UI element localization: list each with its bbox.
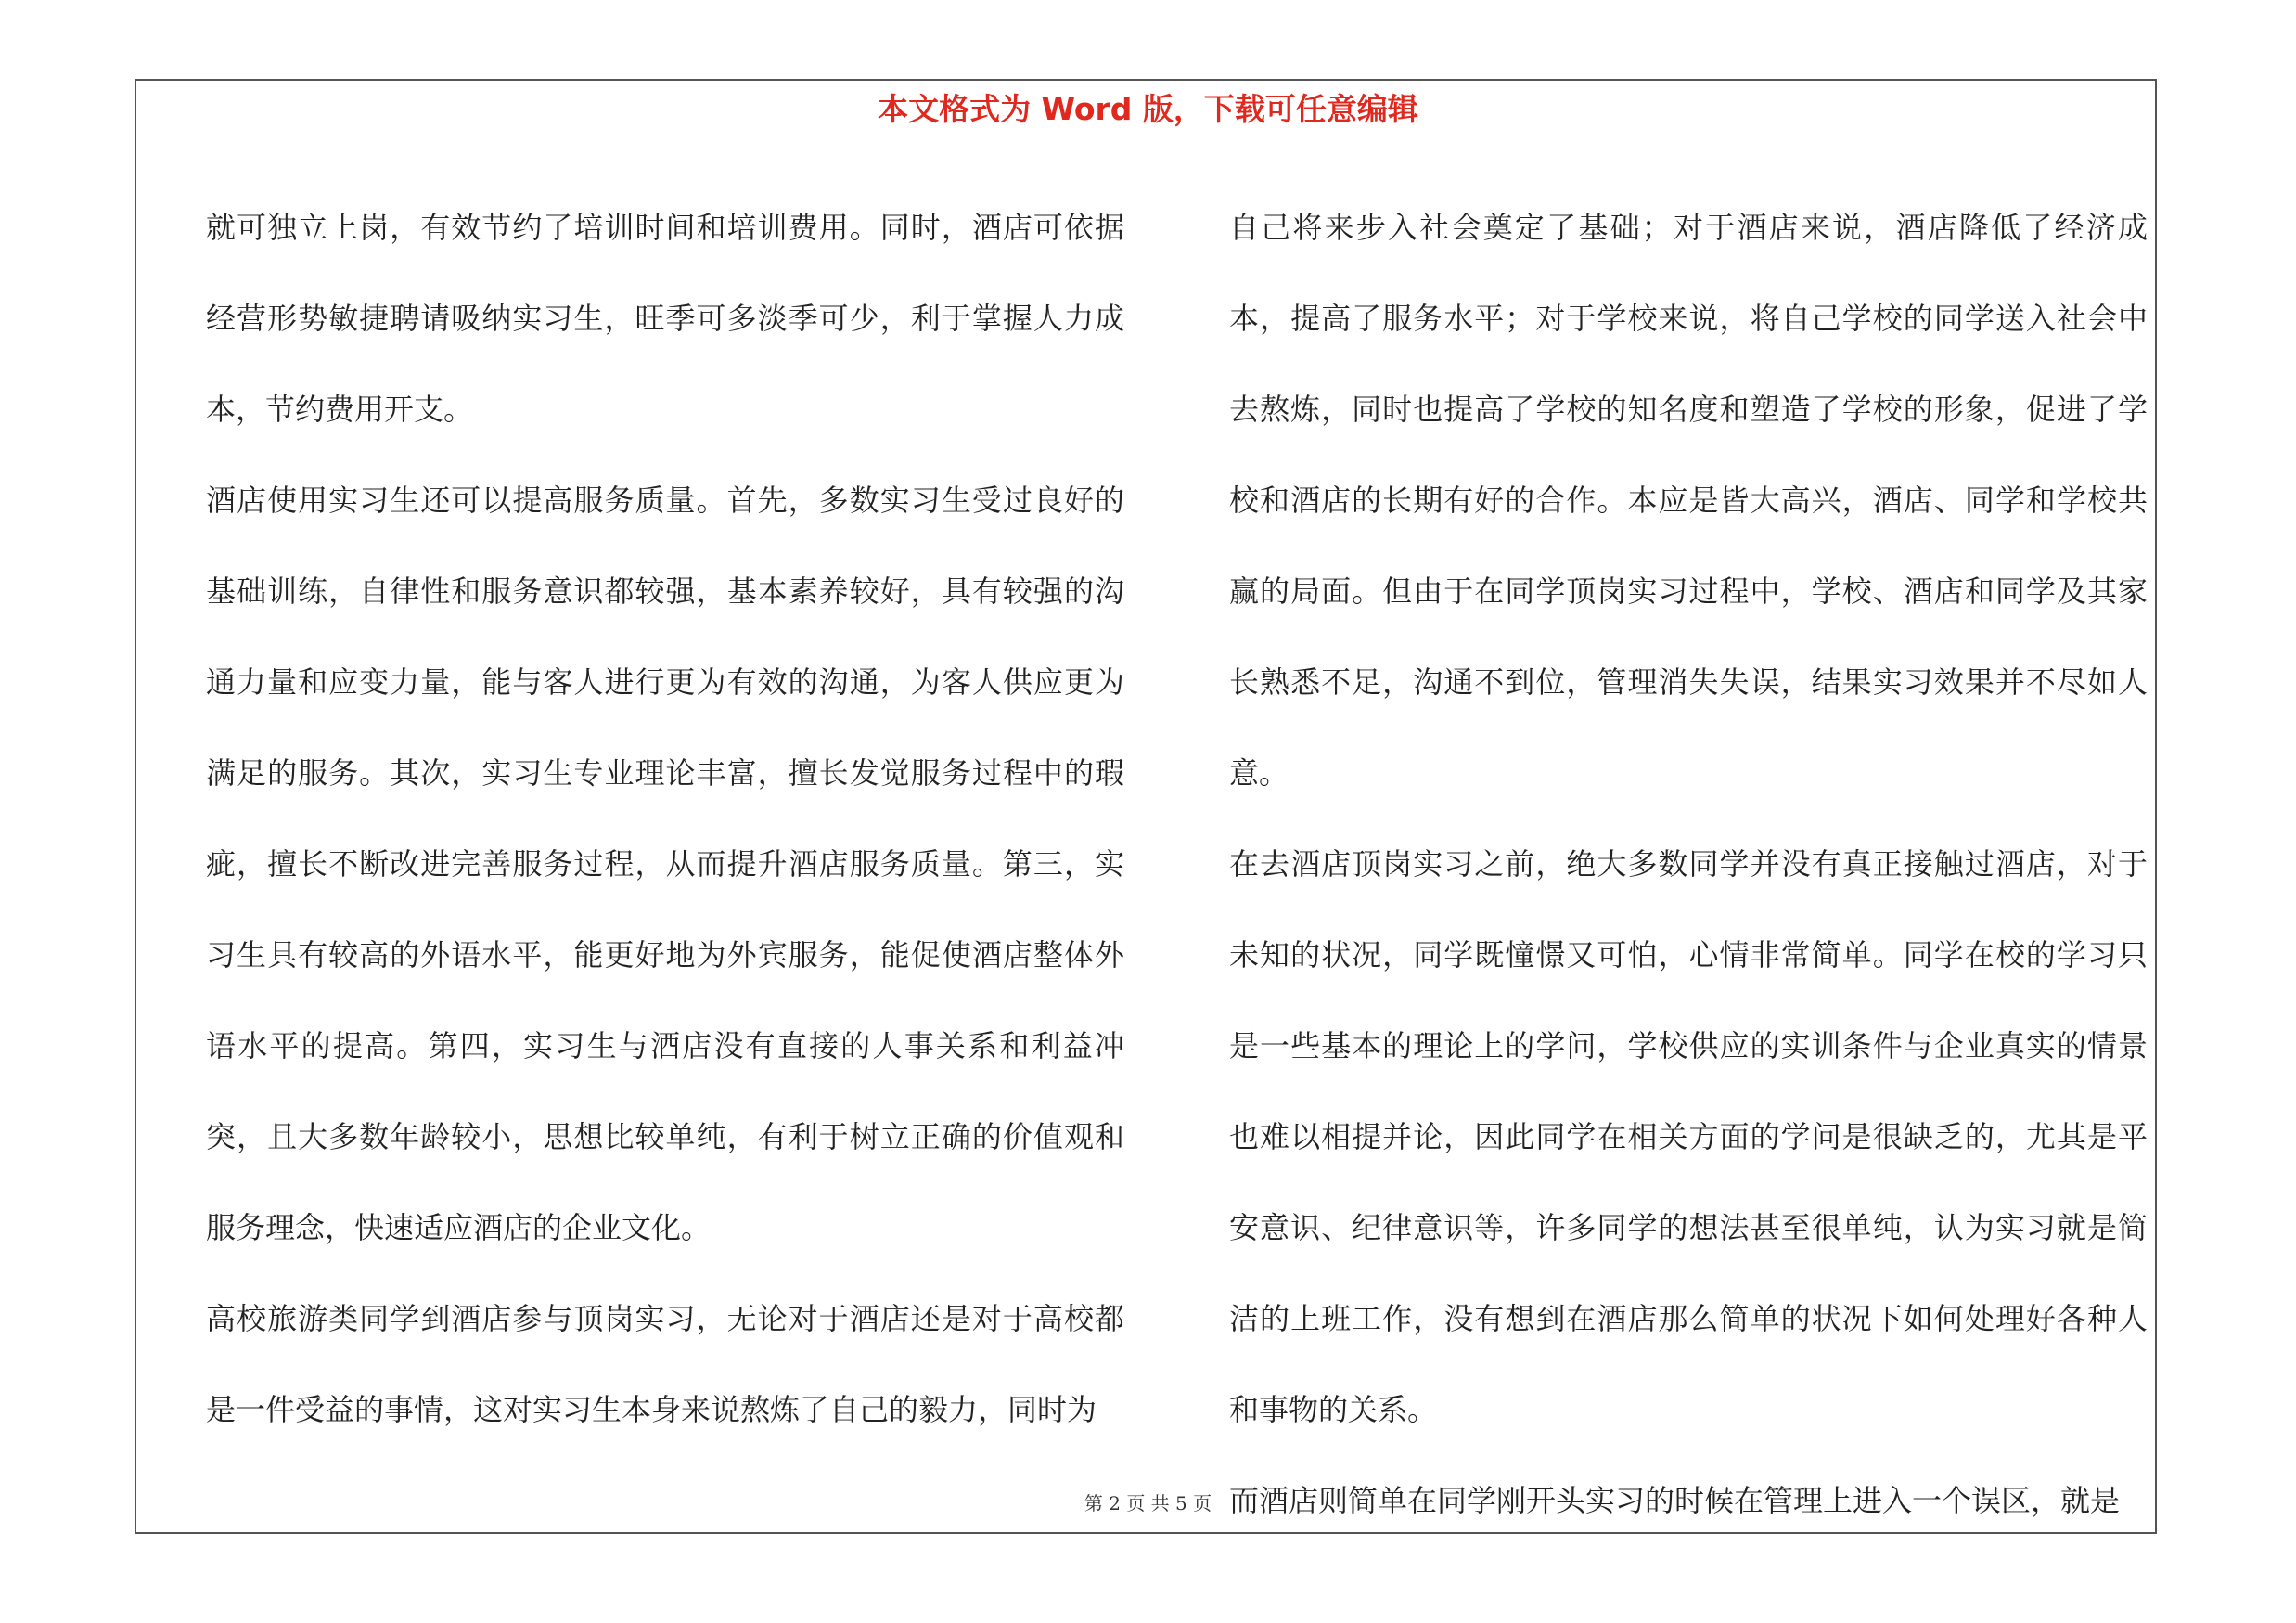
- paragraph: 自己将来步入社会奠定了基础；对于酒店来说，酒店降低了经济成本，提高了服务水平；对于学校来说，将自己学校的同学送入社会中去熬炼，同时也提高了学校的知名度和塑造了学校的形象，促进了学校和酒店的长期有好的合作。本应是皆大高兴，酒店、同学和学校共赢的局面。但由于在同学顶岗实习过程中，学校、酒店和同学及其家长熟悉不足，沟通不到位，管理消失失误，结果实习效果并不尽如人意。: [1229, 210, 2148, 791]
- paragraph: 在去酒店顶岗实习之前，绝大多数同学并没有真正接触过酒店，对于未知的状况，同学既憧憬又可怕，心情非常简单。同学在校的学习只是一些基本的理论上的学问，学校供应的实训条件与企业真实的情景也难以相提并论，因此同学在相关方面的学问是很缺乏的，尤其是平安意识、纪律意识等，许多同学的想法甚至很单纯，认为实习就是简洁的上班工作，没有想到在酒店那么简单的状况下如何处理好各种人和事物的关系。: [1229, 846, 2148, 1427]
- paragraph: 酒店使用实习生还可以提高服务质量。首先，多数实习生受过良好的基础训练，自律性和服务意识都较强，基本素养较好，具有较强的沟通力量和应变力量，能与客人进行更为有效的沟通，为客人供应更为满足的服务。其次，实习生专业理论丰富，擅长发觉服务过程中的瑕疵，擅长不断改进完善服务过程，从而提升酒店服务质量。第三，实习生具有较高的外语水平，能更好地为外宾服务，能促使酒店整体外语水平的提高。第四，实习生与酒店没有直接的人事关系和利益冲突，且大多数年龄较小，思想比较单纯，有利于树立正确的价值观和服务理念，快速适应酒店的企业文化。: [206, 483, 1124, 1245]
- right-text-column: [1229, 182, 2148, 1546]
- format-notice-banner: 本文格式为 Word 版，下载可任意编辑: [878, 91, 1418, 127]
- paragraph: 高校旅游类同学到酒店参与顶岗实习，无论对于酒店还是对于高校都是一件受益的事情，这对实习生本身来说熬炼了自己的毅力，同时为: [206, 1301, 1124, 1427]
- left-text-column: [206, 182, 1124, 1455]
- paragraph: 而酒店则简单在同学刚开头实习的时候在管理上进入一个误区，就是: [1229, 1483, 2121, 1518]
- page-number-footer: 第 2 页 共 5 页: [1084, 1492, 1212, 1514]
- paragraph: 就可独立上岗，有效节约了培训时间和培训费用。同时，酒店可依据经营形势敏捷聘请吸纳实习生，旺季可多淡季可少，利于掌握人力成本，节约费用开支。: [206, 210, 1124, 427]
